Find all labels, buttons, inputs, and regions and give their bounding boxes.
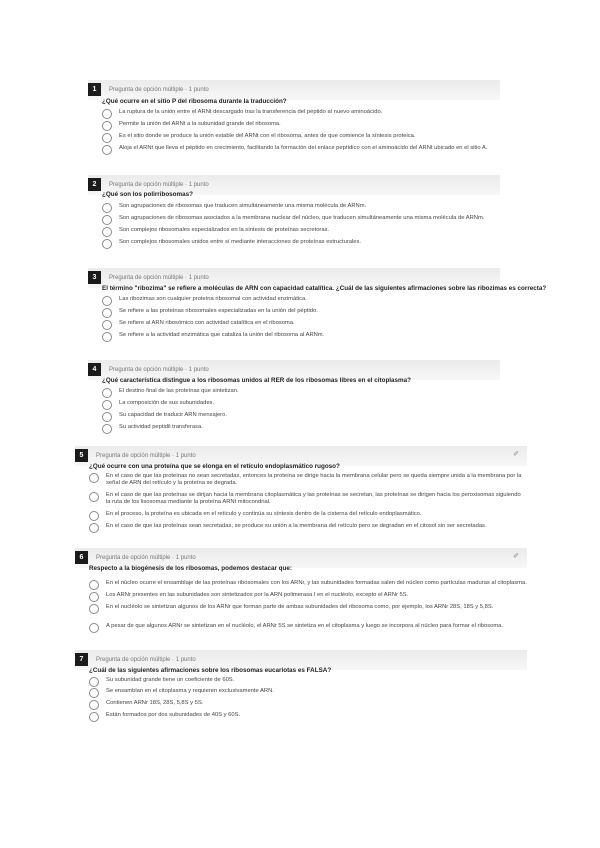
answer-option[interactable] — [102, 412, 227, 422]
option-label: Están formados por dos subunidades de 40S y 60S. — [106, 712, 241, 718]
option-label: El destino final de las proteínas que sintetizan. — [119, 388, 239, 394]
question-header — [88, 271, 209, 284]
answer-option[interactable] — [102, 145, 498, 155]
question-card-7 — [75, 650, 527, 730]
radio-button[interactable] — [102, 145, 112, 155]
option-label: Se refiere a la actividad enzimática que cataliza la unión del ribosoma al ARNm. — [119, 332, 325, 338]
radio-button[interactable] — [89, 473, 99, 483]
option-label: La ruptura de la unión entre el ARNt descargado tras la transferencia del péptido al nuevo aminoácido. — [119, 109, 383, 115]
answer-option[interactable] — [102, 424, 203, 434]
answer-option[interactable] — [89, 511, 421, 521]
question-meta: Pregunta de opción múltiple · 1 punto — [109, 366, 209, 373]
answer-option[interactable] — [102, 109, 382, 119]
radio-button[interactable] — [89, 688, 99, 698]
option-label: En el caso de que las proteínas se dirijan hacia la membrana citoplasmática y las proteínas se secretan, las proteínas se dirigen hacia los peroxisomas siguiendo la ruta de los lisosomas mediante la proteína ARNt mitocondrial. — [106, 492, 521, 506]
radio-button[interactable] — [102, 203, 112, 213]
answer-option[interactable] — [102, 320, 295, 330]
question-card-3 — [88, 268, 547, 348]
option-label: Las ribozimas son cualquier proteína ribosomal con actividad enzimática. — [119, 296, 307, 302]
question-meta: Pregunta de opción múltiple · 1 punto — [109, 274, 209, 281]
answer-option[interactable] — [102, 308, 318, 318]
option-label: Se refiere a las proteínas ribosomales especializadas en la unión del péptido. — [119, 308, 318, 314]
answer-option[interactable] — [89, 700, 203, 710]
radio-button[interactable] — [89, 604, 99, 614]
answer-option[interactable] — [89, 712, 240, 722]
answer-option[interactable] — [89, 492, 525, 506]
question-meta: Pregunta de opción múltiple · 1 punto — [109, 86, 209, 93]
question-text: El término "ribozima" se refiere a moléculas de ARN con capacidad catalítica. ¿Cuál de las siguientes afirmaciones sobre las ribozimas es correcta? — [102, 285, 547, 292]
radio-button[interactable] — [102, 296, 112, 306]
pin-icon[interactable]: ✐ — [513, 451, 519, 458]
option-label: En el caso de que las proteínas sean secretadas, se produce su unión a la membrana del retículo pero se degradan en el citosol sin ser secretadas. — [106, 523, 487, 529]
option-label: Su subunidad grande tiene un coeficiente de 60S. — [106, 677, 235, 683]
answer-option[interactable] — [102, 400, 214, 410]
question-card-1 — [88, 80, 500, 166]
question-header — [75, 449, 196, 462]
option-label: En el núcleo ocurre el ensamblaje de las proteínas ribosomales con los ARNr, y las subunidades formadas salen del núcleo como partículas maduras al citoplasma. — [106, 580, 527, 586]
answer-option[interactable] — [89, 473, 525, 487]
radio-button[interactable] — [89, 700, 99, 710]
radio-button[interactable] — [102, 109, 112, 119]
option-label: La composición de sus subunidades. — [119, 400, 215, 406]
question-number: 3 — [88, 271, 101, 284]
question-number: 1 — [88, 83, 101, 96]
question-text: ¿Qué característica distingue a los ribosomas unidos al RER de los ribosomas libres en el citoplasma? — [102, 377, 411, 384]
radio-button[interactable] — [89, 712, 99, 722]
option-label: En el proceso, la proteína es ubicada en el retículo y continúa su síntesis dentro de la cisterna del retículo endoplasmático. — [106, 511, 422, 517]
question-text: ¿Cuál de las siguientes afirmaciones sobre los ribosomas eucariotas es FALSA? — [89, 667, 332, 674]
question-card-6 — [75, 548, 527, 640]
question-number: 6 — [75, 551, 88, 564]
question-header — [75, 551, 196, 564]
question-text: Respecto a la biogénesis de los ribosomas, podemos destacar que: — [89, 565, 292, 572]
radio-button[interactable] — [102, 227, 112, 237]
radio-button[interactable] — [102, 388, 112, 398]
question-number: 4 — [88, 363, 101, 376]
answer-option[interactable] — [102, 239, 361, 249]
answer-option[interactable] — [102, 227, 329, 237]
question-text: ¿Qué ocurre con una proteína que se elonga en el retículo endoplasmático rugoso? — [89, 463, 340, 470]
pin-icon[interactable]: ✐ — [513, 553, 519, 560]
option-label: Su actividad peptidil transferasa. — [119, 424, 203, 430]
option-label: En el caso de que las proteínas no sean secretadas, entonces la proteína se dirige hacia la membrana celular pero se queda siempre unida a la membrana por la señal de ARN del retículo y la proteína se degrada. — [106, 473, 522, 487]
radio-button[interactable] — [102, 215, 112, 225]
question-meta: Pregunta de opción múltiple · 1 punto — [96, 554, 196, 561]
question-number: 7 — [75, 653, 88, 666]
answer-option[interactable] — [102, 203, 366, 213]
option-label: Se ensamblan en el citoplasma y requieren exclusivamente ARN. — [106, 688, 274, 694]
answer-option[interactable] — [89, 623, 525, 633]
option-label: Contienen ARNr 18S, 28S, 5,8S y 5S. — [106, 700, 204, 706]
radio-button[interactable] — [102, 332, 112, 342]
question-card-2 — [88, 175, 500, 255]
radio-button[interactable] — [102, 239, 112, 249]
option-label: En el nucléolo se sintetizan algunos de los ARNr que forman parte de ambas subunidades del ribosoma como, por ejemplo, los ARNr 28S, 18S y 5,8S. — [106, 604, 494, 610]
radio-button[interactable] — [89, 677, 99, 687]
question-meta: Pregunta de opción múltiple · 1 punto — [96, 452, 196, 459]
radio-button[interactable] — [102, 320, 112, 330]
radio-button[interactable] — [102, 400, 112, 410]
answer-option[interactable] — [102, 121, 281, 131]
answer-option[interactable] — [102, 215, 498, 225]
option-label: Son agrupaciones de ribosomas que traducen simultáneamente una misma molécula de ARNm. — [119, 203, 367, 209]
radio-button[interactable] — [102, 308, 112, 318]
answer-option[interactable] — [89, 523, 487, 533]
option-label: Son complejos ribosomales especializados en la síntesis de proteínas secretoras. — [119, 227, 330, 233]
radio-button[interactable] — [89, 580, 99, 590]
question-card-5 — [75, 446, 527, 536]
answer-option[interactable] — [89, 592, 408, 602]
radio-button[interactable] — [102, 412, 112, 422]
question-number: 5 — [75, 449, 88, 462]
option-label: Su capacidad de traducir ARN mensajero. — [119, 412, 227, 418]
option-label: Permite la unión del ARNt a la subunidad grande del ribosoma. — [119, 121, 281, 127]
option-label: Se refiere al ARN ribosómico con actividad catalítica en el ribosoma. — [119, 320, 295, 326]
question-header — [88, 178, 209, 191]
answer-option[interactable] — [102, 388, 239, 398]
answer-option[interactable] — [102, 332, 324, 342]
question-header — [88, 83, 209, 96]
answer-option[interactable] — [89, 580, 525, 590]
question-number: 2 — [88, 178, 101, 191]
question-text: ¿Qué son los polirribosomas? — [102, 191, 193, 198]
option-label: Es el sitio donde se produce la unión estable del ARNt con el ribosoma, antes de que comience la síntesis proteica. — [119, 133, 416, 139]
radio-button[interactable] — [89, 623, 99, 633]
answer-option[interactable] — [102, 296, 307, 306]
answer-option[interactable] — [89, 677, 234, 687]
question-header — [88, 363, 209, 376]
option-label: A pesar de que algunos ARNr se sintetizan en el nucléolo, el ARNr 5S se sintetiza en el citoplasma y luego se incorpora al núcleo para formar el ribosoma. — [106, 623, 503, 629]
answer-option[interactable] — [89, 688, 274, 698]
radio-button[interactable] — [89, 511, 99, 521]
option-label: Los ARNr presentes en las subunidades son sintetizados por la ARN polimerasa I en el nucléolo, excepto el ARNr 5S. — [106, 592, 409, 598]
radio-button[interactable] — [89, 523, 99, 533]
answer-option[interactable] — [89, 604, 525, 614]
option-label: Aloja el ARNt que lleva el péptido en crecimiento, facilitando la formación del enlace peptídico con el aminoácido del ARNt ubicado en el sitio A. — [119, 145, 488, 151]
radio-button[interactable] — [102, 121, 112, 131]
question-meta: Pregunta de opción múltiple · 1 punto — [96, 656, 196, 663]
radio-button[interactable] — [102, 133, 112, 143]
question-meta: Pregunta de opción múltiple · 1 punto — [109, 181, 209, 188]
option-label: Son agrupaciones de ribosomas asociados a la membrana nuclear del núcleo, que traducen simultáneamente una misma molécula de ARNm. — [119, 215, 485, 221]
question-header — [75, 653, 196, 666]
answer-option[interactable] — [102, 133, 415, 143]
option-label: Son complejos ribosomales unidos entre sí mediante interacciones de proteínas estructurales. — [119, 239, 361, 245]
radio-button[interactable] — [102, 424, 112, 434]
question-card-4 — [88, 360, 500, 438]
radio-button[interactable] — [89, 492, 99, 502]
question-text: ¿Qué ocurre en el sitio P del ribosoma durante la traducción? — [102, 98, 287, 105]
radio-button[interactable] — [89, 592, 99, 602]
